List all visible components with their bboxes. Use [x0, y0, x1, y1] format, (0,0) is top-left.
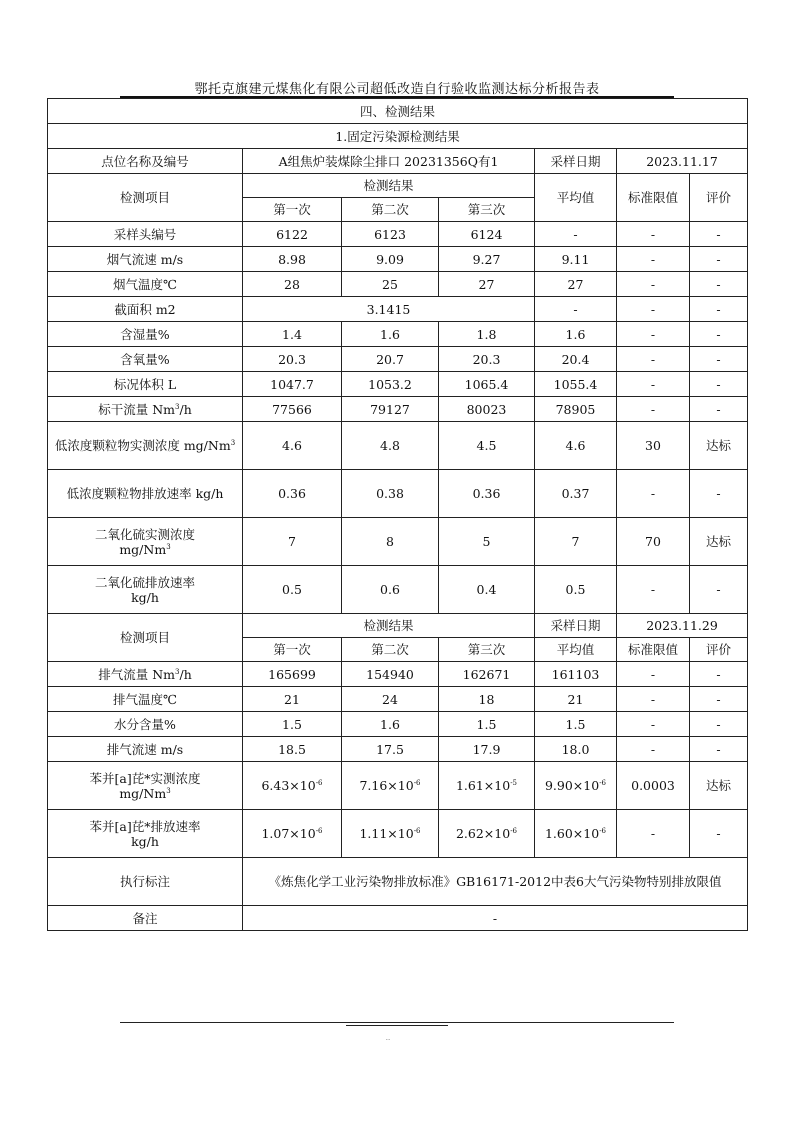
cell-limit: -: [617, 247, 690, 272]
cell-avg: 1055.4: [535, 372, 617, 397]
table-row: [48, 272, 748, 297]
table-row: [48, 662, 748, 687]
cell-v2: 9.09: [342, 247, 439, 272]
row-label: 水分含量%: [48, 712, 243, 737]
cell-limit: -: [617, 272, 690, 297]
cell-limit: 70: [617, 518, 690, 566]
cell-v3: 80023: [439, 397, 535, 422]
point-label: 点位名称及编号: [48, 149, 243, 174]
row-label: 含湿量%: [48, 322, 243, 347]
cell-v2: 0.38: [342, 470, 439, 518]
row-label: 含氧量%: [48, 347, 243, 372]
table-row: [48, 297, 748, 322]
cell-v3: 6124: [439, 222, 535, 247]
cell-limit: -: [617, 372, 690, 397]
cell-avg: 27: [535, 272, 617, 297]
avg-header: 平均值: [535, 174, 617, 222]
remarks-label: 备注: [48, 906, 243, 931]
item-header: 检测项目: [48, 174, 243, 222]
cell-v3: $2.62\times 10^{-6}$: [439, 810, 535, 858]
cell-v2: 6123: [342, 222, 439, 247]
cell-eval: -: [690, 712, 748, 737]
cell-v2: 25: [342, 272, 439, 297]
cell-v1: 1.5: [243, 712, 342, 737]
cell-avg: 0.5: [535, 566, 617, 614]
cell-eval: -: [690, 662, 748, 687]
cell-eval: -: [690, 297, 748, 322]
table-row: [48, 566, 748, 614]
table-row: [48, 422, 748, 470]
cell-limit: -: [617, 322, 690, 347]
cell-v2: 8: [342, 518, 439, 566]
cell-eval: -: [690, 810, 748, 858]
cell-eval: 达标: [690, 762, 748, 810]
cell-eval: -: [690, 247, 748, 272]
cell-v3: 4.5: [439, 422, 535, 470]
cell-v3: 0.36: [439, 470, 535, 518]
cell-v3: 17.9: [439, 737, 535, 762]
first-header: 第一次: [243, 638, 342, 662]
cell-eval: 达标: [690, 518, 748, 566]
footer-rule: [120, 1022, 674, 1023]
cell-v2: 4.8: [342, 422, 439, 470]
row-label: 排气流量 Nm$^3$/h: [48, 662, 243, 687]
cell-avg: 7: [535, 518, 617, 566]
cell-limit: -: [617, 297, 690, 322]
table-row: [48, 347, 748, 372]
cell-v1: 6122: [243, 222, 342, 247]
row-label: 低浓度颗粒物排放速率 kg/h: [48, 470, 243, 518]
results-header: 检测结果: [243, 174, 535, 198]
row-label: 排气温度℃: [48, 687, 243, 712]
standard-value: 《炼焦化学工业污染物排放标准》GB16171-2012中表6大气污染物特别排放限值: [243, 858, 748, 906]
cell-v3: 1065.4: [439, 372, 535, 397]
date-label: 采样日期: [535, 149, 617, 174]
cell-eval: -: [690, 322, 748, 347]
cell-v2: $7.16\times 10^{-6}$: [342, 762, 439, 810]
remarks-value: -: [243, 906, 748, 931]
cell-eval: -: [690, 372, 748, 397]
cell-v3: 1.5: [439, 712, 535, 737]
item-header: 检测项目: [48, 614, 243, 662]
cell-avg: 21: [535, 687, 617, 712]
report-header-title: 鄂托克旗建元煤焦化有限公司超低改造自行验收监测达标分析报告表: [194, 82, 600, 97]
date-label: 采样日期: [535, 614, 617, 638]
row-label: 标况体积 L: [48, 372, 243, 397]
cell-avg: 1.5: [535, 712, 617, 737]
table-row: [48, 372, 748, 397]
limit-header: 标准限值: [617, 174, 690, 222]
cell-eval: -: [690, 222, 748, 247]
cell-eval: -: [690, 347, 748, 372]
cell-avg: 161103: [535, 662, 617, 687]
cell-avg: 20.4: [535, 347, 617, 372]
cell-v1: 0.5: [243, 566, 342, 614]
standard-row: [48, 858, 748, 906]
remarks-row: [48, 906, 748, 931]
limit-header: 标准限值: [617, 638, 690, 662]
table-row: [48, 222, 748, 247]
cell-limit: 30: [617, 422, 690, 470]
cell-avg: $9.90\times 10^{-6}$: [535, 762, 617, 810]
cell-v1: 7: [243, 518, 342, 566]
cell-v2: 1.6: [342, 712, 439, 737]
cell-v1: 77566: [243, 397, 342, 422]
cell-v2: 1053.2: [342, 372, 439, 397]
table-row: [48, 470, 748, 518]
cell-v1: 4.6: [243, 422, 342, 470]
row-label: 采样头编号: [48, 222, 243, 247]
cell-v2: 0.6: [342, 566, 439, 614]
cell-v2: 79127: [342, 397, 439, 422]
cell-avg: 78905: [535, 397, 617, 422]
row-label: 苯并[a]芘*实测浓度 mg/Nm$^3$: [48, 762, 243, 810]
results-table: [47, 98, 748, 931]
cell-v3: 27: [439, 272, 535, 297]
cell-v3: $1.61\times 10^{-5}$: [439, 762, 535, 810]
row-label: 二氧化硫排放速率 kg/h: [48, 566, 243, 614]
table-row: [48, 322, 748, 347]
table-row: [48, 247, 748, 272]
row-label: 排气流速 m/s: [48, 737, 243, 762]
table-row: [48, 737, 748, 762]
third-header: 第三次: [439, 198, 535, 222]
table-row: [48, 762, 748, 810]
cell-avg: 4.6: [535, 422, 617, 470]
cell-v1: 28: [243, 272, 342, 297]
footer-rule-short: [346, 1025, 448, 1026]
cell-limit: -: [617, 662, 690, 687]
date-value: 2023.11.29: [617, 614, 748, 638]
eval-header: 评价: [690, 174, 748, 222]
second-header: 第二次: [342, 638, 439, 662]
point-value: A组焦炉装煤除尘排口 20231356Q有1: [243, 149, 535, 174]
cell-eval: -: [690, 470, 748, 518]
cell-limit: -: [617, 712, 690, 737]
row-label: 烟气温度℃: [48, 272, 243, 297]
page-mark: ··: [385, 1036, 391, 1044]
cell-limit: -: [617, 566, 690, 614]
cell-v1: 165699: [243, 662, 342, 687]
cell-eval: 达标: [690, 422, 748, 470]
cell-v1: 0.36: [243, 470, 342, 518]
results-header: 检测结果: [243, 614, 535, 638]
cell-eval: -: [690, 566, 748, 614]
first-header: 第一次: [243, 198, 342, 222]
table-row: [48, 518, 748, 566]
row-label: 低浓度颗粒物实测浓度 mg/Nm$^3$: [48, 422, 243, 470]
table-row: [48, 397, 748, 422]
cell-v1: $1.07\times 10^{-6}$: [243, 810, 342, 858]
cell-avg: $1.60\times 10^{-6}$: [535, 810, 617, 858]
cell-eval: -: [690, 687, 748, 712]
cell-v1: 1.4: [243, 322, 342, 347]
cell-eval: -: [690, 397, 748, 422]
cell-limit: -: [617, 810, 690, 858]
avg-header: 平均值: [535, 638, 617, 662]
cell-v2: 154940: [342, 662, 439, 687]
cell-v3: 9.27: [439, 247, 535, 272]
cell-limit: -: [617, 737, 690, 762]
cell-v1: 21: [243, 687, 342, 712]
row-label: 标干流量 Nm$^3$/h: [48, 397, 243, 422]
cell-merged-value: 3.1415: [243, 297, 535, 322]
cell-v1: 20.3: [243, 347, 342, 372]
cell-avg: -: [535, 297, 617, 322]
cell-v2: 20.7: [342, 347, 439, 372]
third-header: 第三次: [439, 638, 535, 662]
cell-v2: 17.5: [342, 737, 439, 762]
cell-v1: 8.98: [243, 247, 342, 272]
cell-v2: $1.11\times 10^{-6}$: [342, 810, 439, 858]
cell-eval: -: [690, 737, 748, 762]
cell-v2: 24: [342, 687, 439, 712]
cell-limit: -: [617, 470, 690, 518]
cell-v2: 1.6: [342, 322, 439, 347]
cell-limit: -: [617, 222, 690, 247]
cell-eval: -: [690, 272, 748, 297]
eval-header: 评价: [690, 638, 748, 662]
cell-v1: 18.5: [243, 737, 342, 762]
row-label: 苯并[a]芘*排放速率 kg/h: [48, 810, 243, 858]
cell-v1: 1047.7: [243, 372, 342, 397]
row-label: 烟气流速 m/s: [48, 247, 243, 272]
cell-v3: 5: [439, 518, 535, 566]
section-subtitle: 1.固定污染源检测结果: [48, 124, 748, 149]
standard-label: 执行标注: [48, 858, 243, 906]
cell-avg: 9.11: [535, 247, 617, 272]
cell-v3: 1.8: [439, 322, 535, 347]
cell-v1: $6.43\times 10^{-6}$: [243, 762, 342, 810]
date-value: 2023.11.17: [617, 149, 748, 174]
cell-v3: 18: [439, 687, 535, 712]
cell-avg: -: [535, 222, 617, 247]
table-row: [48, 810, 748, 858]
cell-avg: 0.37: [535, 470, 617, 518]
cell-v3: 20.3: [439, 347, 535, 372]
cell-limit: -: [617, 687, 690, 712]
cell-limit: -: [617, 397, 690, 422]
section-title: 四、检测结果: [48, 99, 748, 124]
cell-avg: 18.0: [535, 737, 617, 762]
cell-limit: 0.0003: [617, 762, 690, 810]
cell-v3: 0.4: [439, 566, 535, 614]
cell-v3: 162671: [439, 662, 535, 687]
row-label: 二氧化硫实测浓度 mg/Nm$^3$: [48, 518, 243, 566]
table-row: [48, 712, 748, 737]
second-header: 第二次: [342, 198, 439, 222]
cell-avg: 1.6: [535, 322, 617, 347]
row-label: 截面积 m2: [48, 297, 243, 322]
cell-limit: -: [617, 347, 690, 372]
sample-info-row: [48, 149, 748, 174]
table-row: [48, 687, 748, 712]
